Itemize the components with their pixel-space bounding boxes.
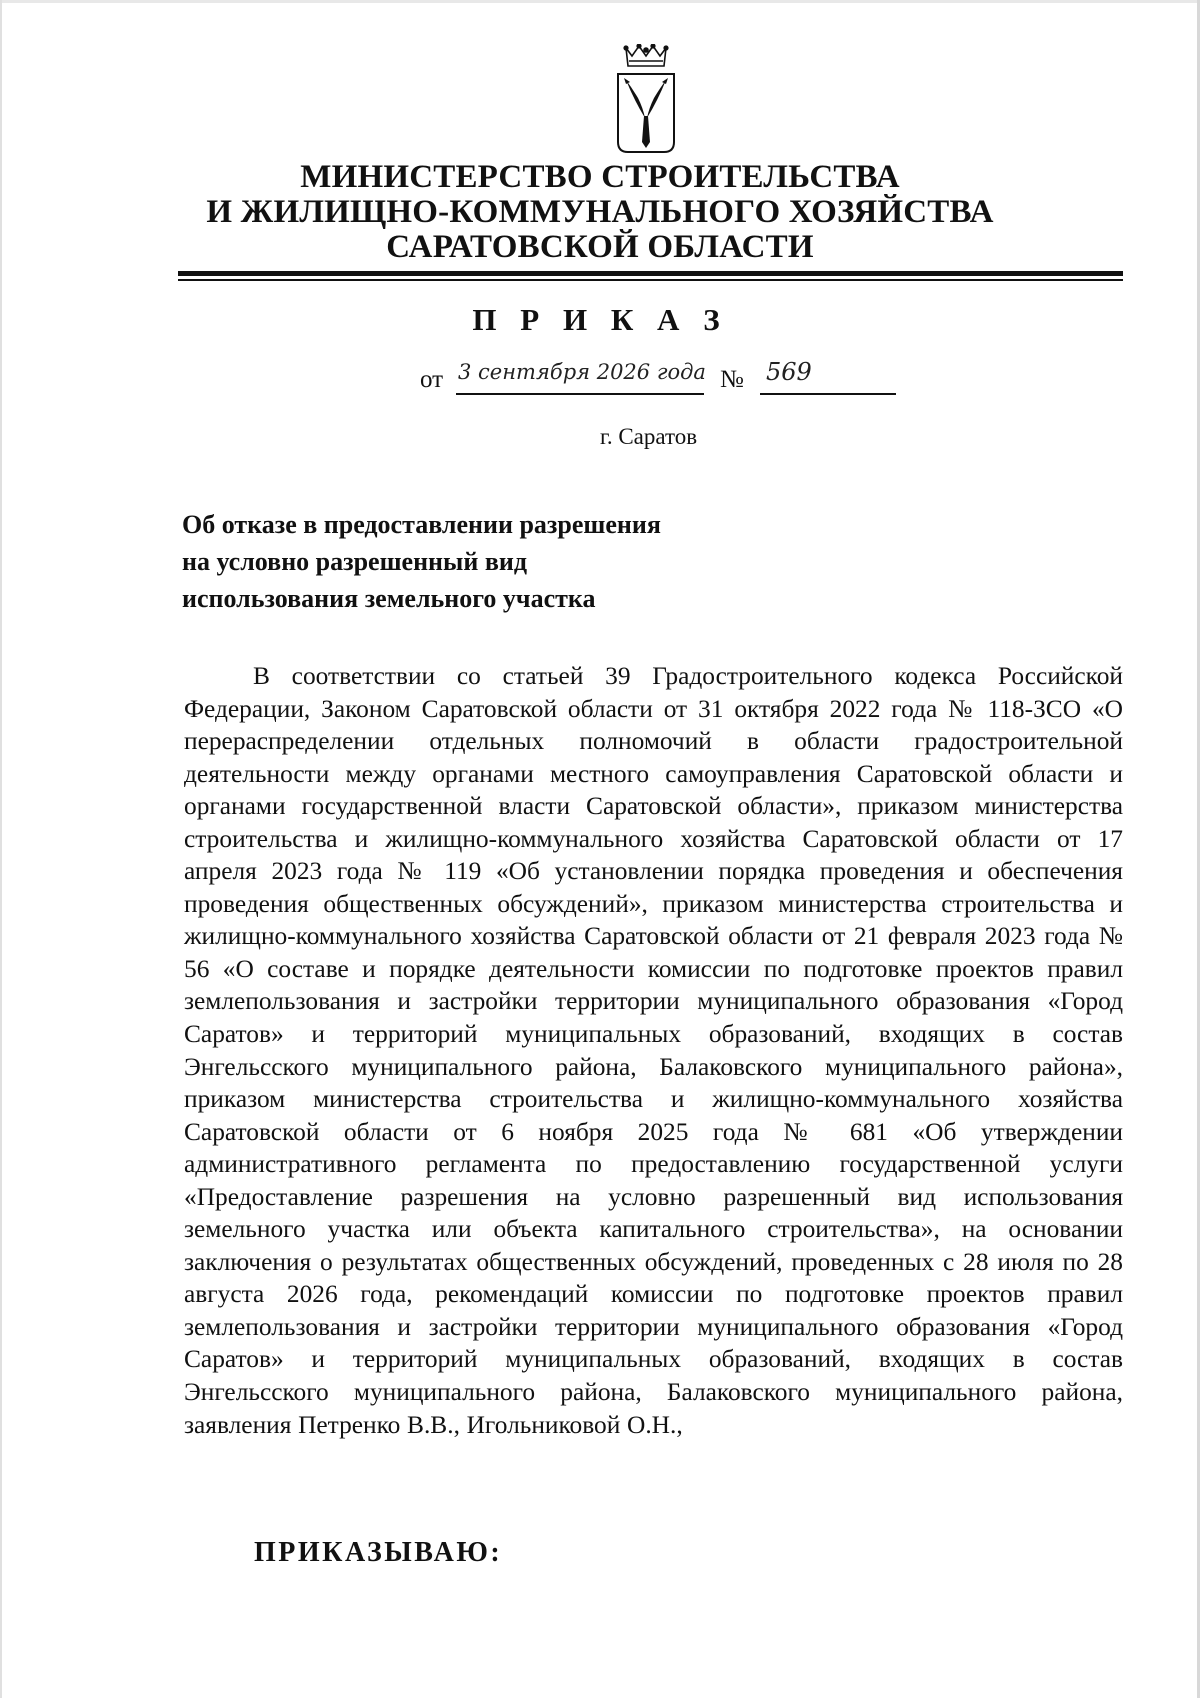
city: г. Саратов: [600, 424, 698, 449]
subject-line: использования земельного участка: [182, 584, 596, 613]
date-prefix: от: [420, 366, 444, 393]
subject-line: на условно разрешенный вид: [182, 547, 527, 576]
number-underline: [760, 393, 896, 395]
ministry-title: [180, 160, 1020, 265]
order-word: ПРИКАЗЫВАЮ:: [254, 1537, 503, 1568]
document-type: П Р И К А З: [472, 302, 728, 337]
document-subject: [182, 506, 822, 617]
ministry-title-line: МИНИСТЕРСТВО СТРОИТЕЛЬСТВА: [300, 159, 900, 195]
header-rule-thick: [178, 271, 1123, 276]
subject-line: Об отказе в предоставлении разрешения: [182, 510, 661, 539]
handwritten-date: 3 сентября 2026 года: [458, 360, 706, 384]
ministry-title-line: САРАТОВСКОЙ ОБЛАСТИ: [386, 229, 814, 265]
preamble-paragraph: В соответствии со статьей 39 Градостроительного кодекса Российской Федерации, Законом Саратовской области от 31 октября 2022 года № 118-ЗСО «О перераспределении отдельных полномочий в области градостроительной деятельности между органами местного самоуправления Саратовской области и органами государственной власти Саратовской области», приказом министерства строительства и жилищно-коммунального хозяйства Саратовской области от 17 апреля 2023 года № 119 «Об установлении порядка проведения и обеспечения проведения общественных обсуждений», приказом министерства строительства и жилищно-коммунального хозяйства Саратовской области от 21 февраля 2023 года № 56 «О составе и порядке деятельности комиссии по подготовке проектов правил землепользования и застройки территории муниципального образования «Город Саратов» и территорий муниципальных образований, входящих в состав Энгельсского муниципального района, Балаковского муниципального района», приказом министерства строительства и жилищно-коммунального хозяйства Саратовской области от 6 ноября 2025 года № 681 «Об утверждении административного регламента по предоставлению государственной услуги «Предоставление разрешения на условно разрешенный вид использования земельного участка или объекта капитального строительства», на основании заключения о результатах общественных обсуждений, проведенных с 28 июля по 28 августа 2026 года, рекомендаций комиссии по подготовке проектов правил землепользования и застройки территории муниципального образования «Город Саратов» и территорий муниципальных образований, входящих в состав Энгельсского муниципального района, Балаковского муниципального района, заявления Петренко В.В., Игольниковой О.Н.,: [184, 662, 1123, 1439]
header-rule-thin: [178, 279, 1123, 281]
date-underline: [456, 393, 704, 395]
page-edge-top: [0, 0, 1200, 3]
ministry-title-line: И ЖИЛИЩНО-КОММУНАЛЬНОГО ХОЗЯЙСТВА: [206, 194, 994, 230]
number-prefix: №: [720, 366, 744, 393]
handwritten-number: 569: [766, 358, 812, 386]
page-edge-left: [0, 0, 2, 1698]
saratov-coat-of-arms-icon: [612, 44, 680, 156]
